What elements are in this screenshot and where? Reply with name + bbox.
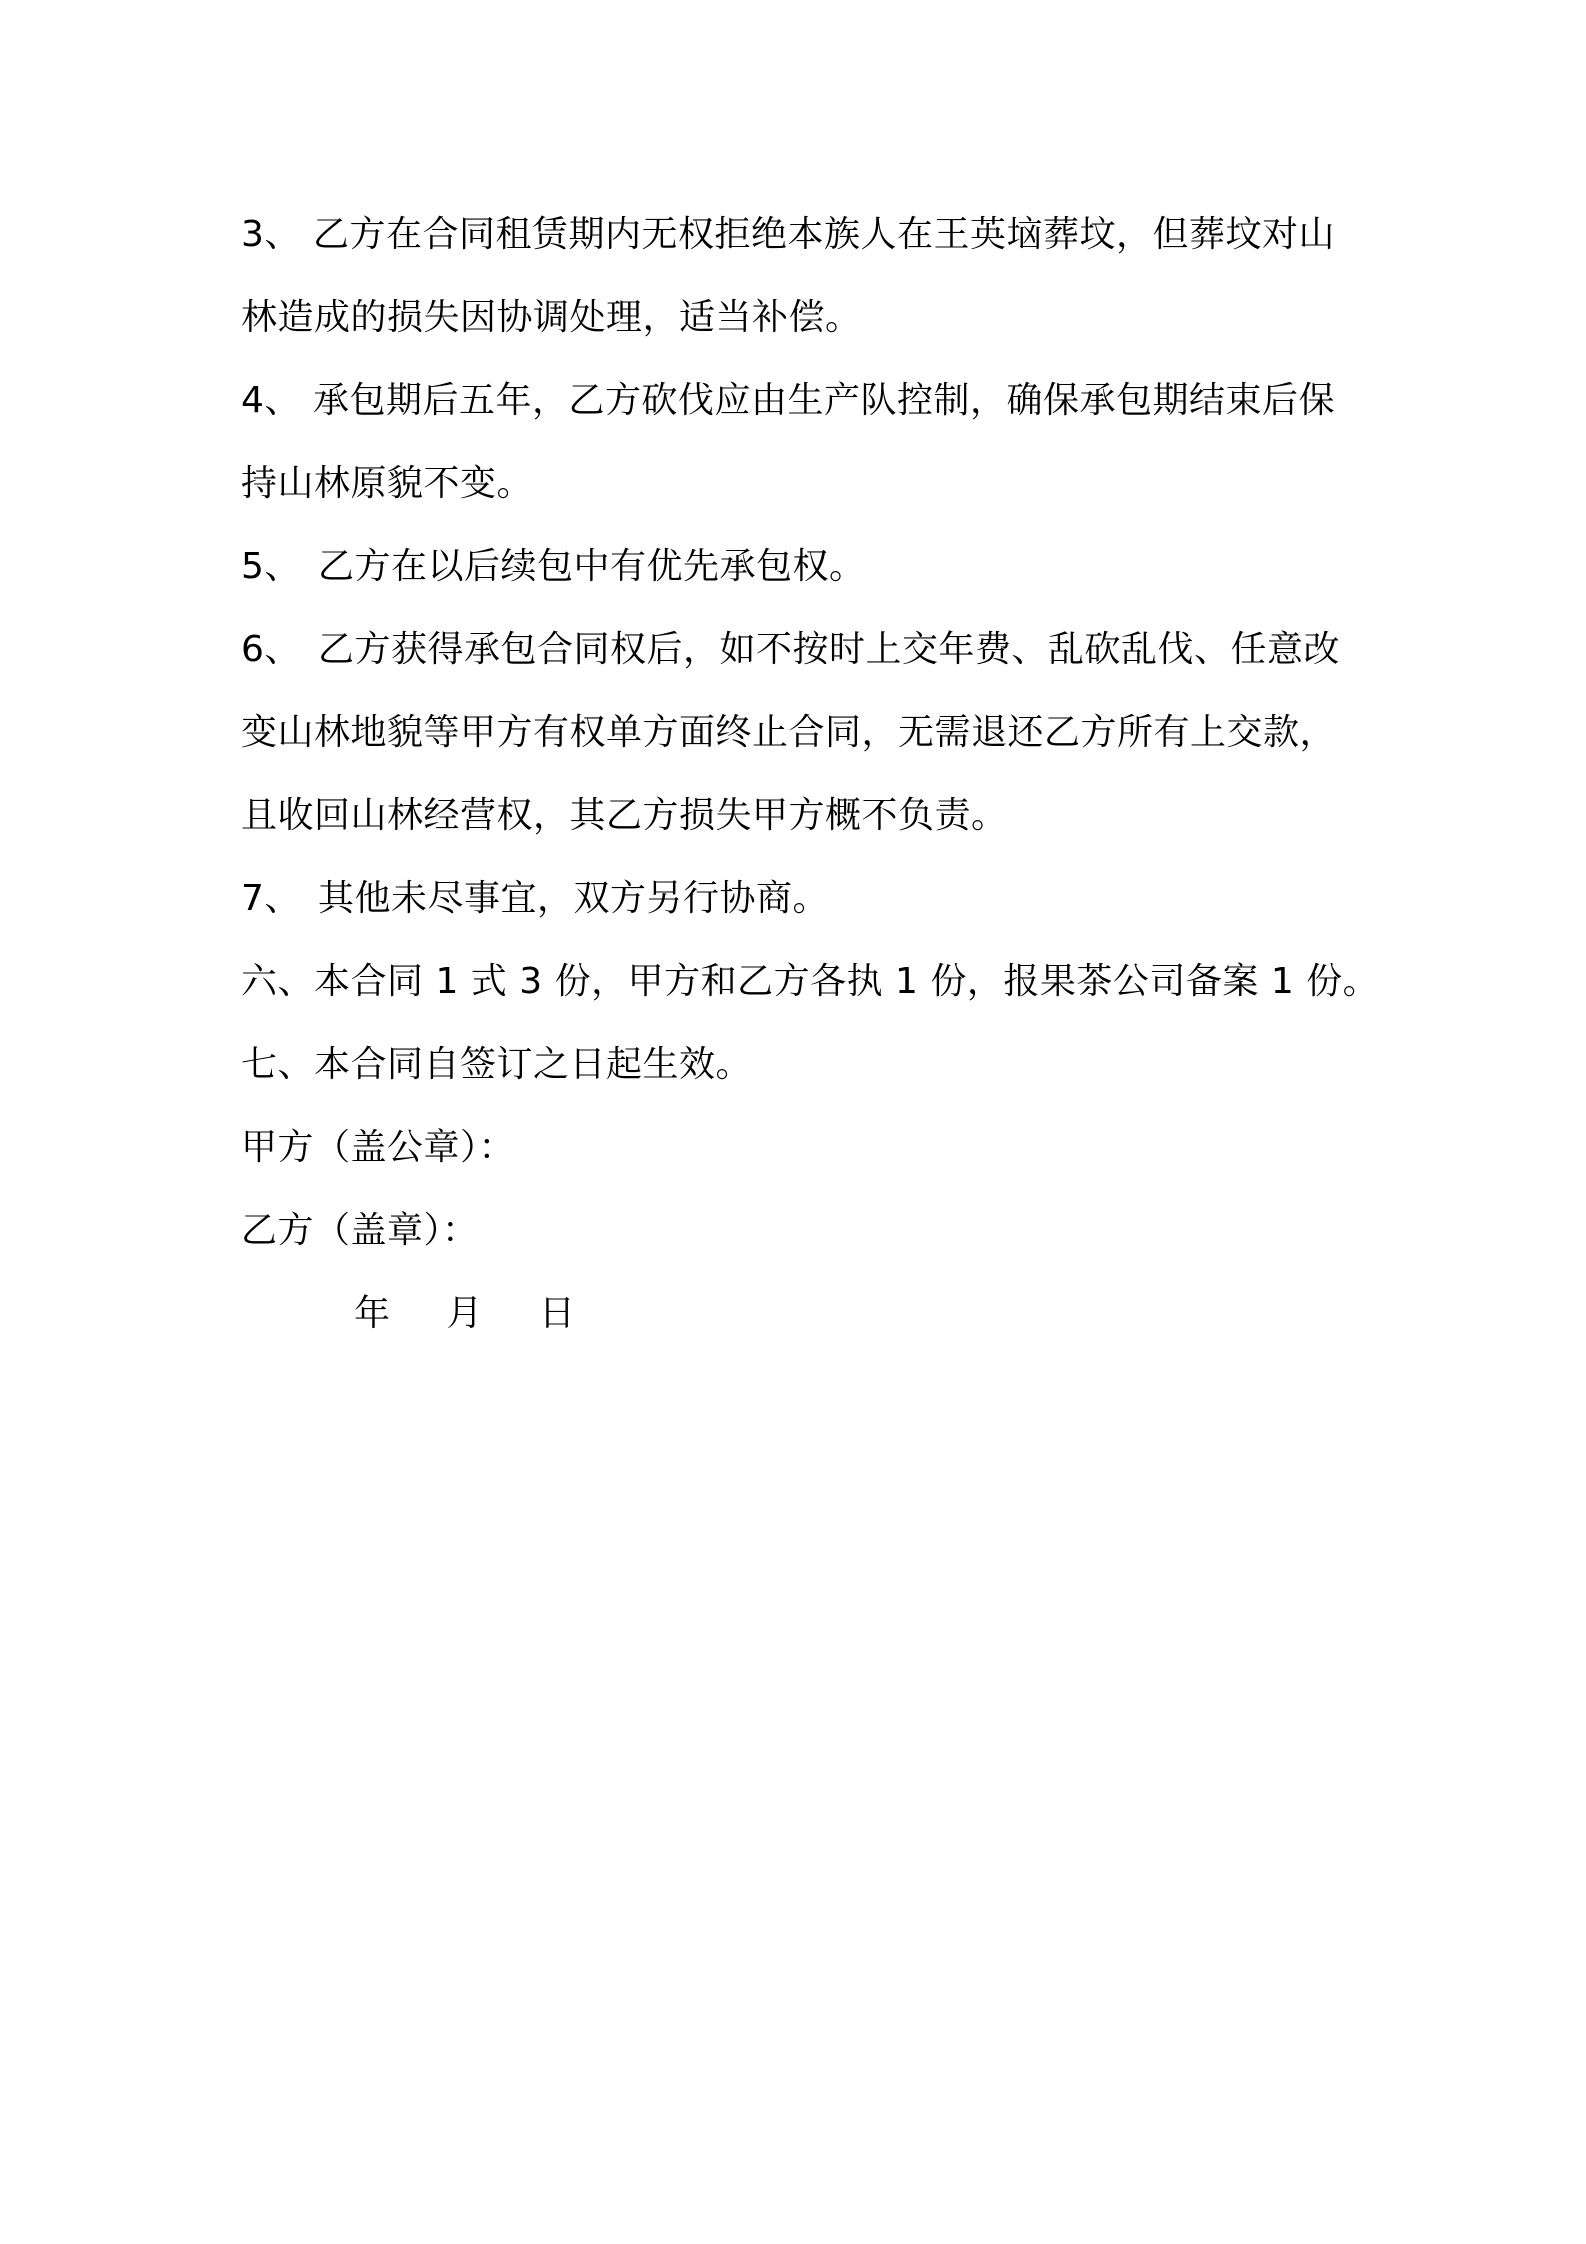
clause-text: 乙方在以后续包中有优先承包权。 bbox=[318, 546, 866, 587]
clause-3 bbox=[241, 193, 1371, 276]
clause-number: 6、 bbox=[241, 629, 301, 670]
clause-6-continuation-1: 变山林地貌等甲方有权单方面终止合同，无需退还乙方所有上交款， bbox=[241, 712, 1337, 753]
month-label: 月 bbox=[446, 1293, 484, 1334]
clause-5 bbox=[241, 525, 1371, 608]
day-label: 日 bbox=[539, 1293, 576, 1334]
year-label: 年 bbox=[354, 1293, 391, 1334]
clause-6 bbox=[241, 608, 1371, 691]
clause-4 bbox=[241, 359, 1371, 442]
clause-number: 7、 bbox=[241, 878, 301, 919]
clause-4-continuation: 持山林原貌不变。 bbox=[241, 463, 534, 504]
clause-text: 承包期后五年，乙方砍伐应由生产队控制，确保承包期结束后保 bbox=[313, 380, 1336, 421]
clause-6-continuation-2: 且收回山林经营权，其乙方损失甲方概不负责。 bbox=[241, 795, 1008, 836]
clause-number: 4、 bbox=[241, 380, 301, 421]
article-six: 六、本合同 1 式 3 份，甲方和乙方各执 1 份，报果茶公司备案 1 份。 bbox=[241, 961, 1380, 1002]
clause-number: 3、 bbox=[241, 214, 301, 255]
clause-text: 乙方在合同租赁期内无权拒绝本族人在王英垴葬坟，但葬坟对山 bbox=[313, 214, 1336, 255]
clause-7 bbox=[241, 857, 1371, 940]
contract-body bbox=[241, 193, 1380, 1355]
clause-number: 5、 bbox=[241, 546, 301, 587]
party-a-signature-label: 甲方（盖公章）： bbox=[241, 1127, 516, 1168]
clause-text: 乙方获得承包合同权后，如不按时上交年费、乱砍乱伐、任意改 bbox=[318, 629, 1341, 670]
date-line bbox=[241, 1272, 1371, 1355]
clause-3-continuation: 林造成的损失因协调处理，适当补偿。 bbox=[241, 297, 862, 338]
clause-text: 其他未尽事宜，双方另行协商。 bbox=[318, 878, 830, 919]
article-seven: 七、本合同自签订之日起生效。 bbox=[241, 1044, 753, 1085]
party-b-signature-label: 乙方（盖章）： bbox=[241, 1210, 479, 1251]
